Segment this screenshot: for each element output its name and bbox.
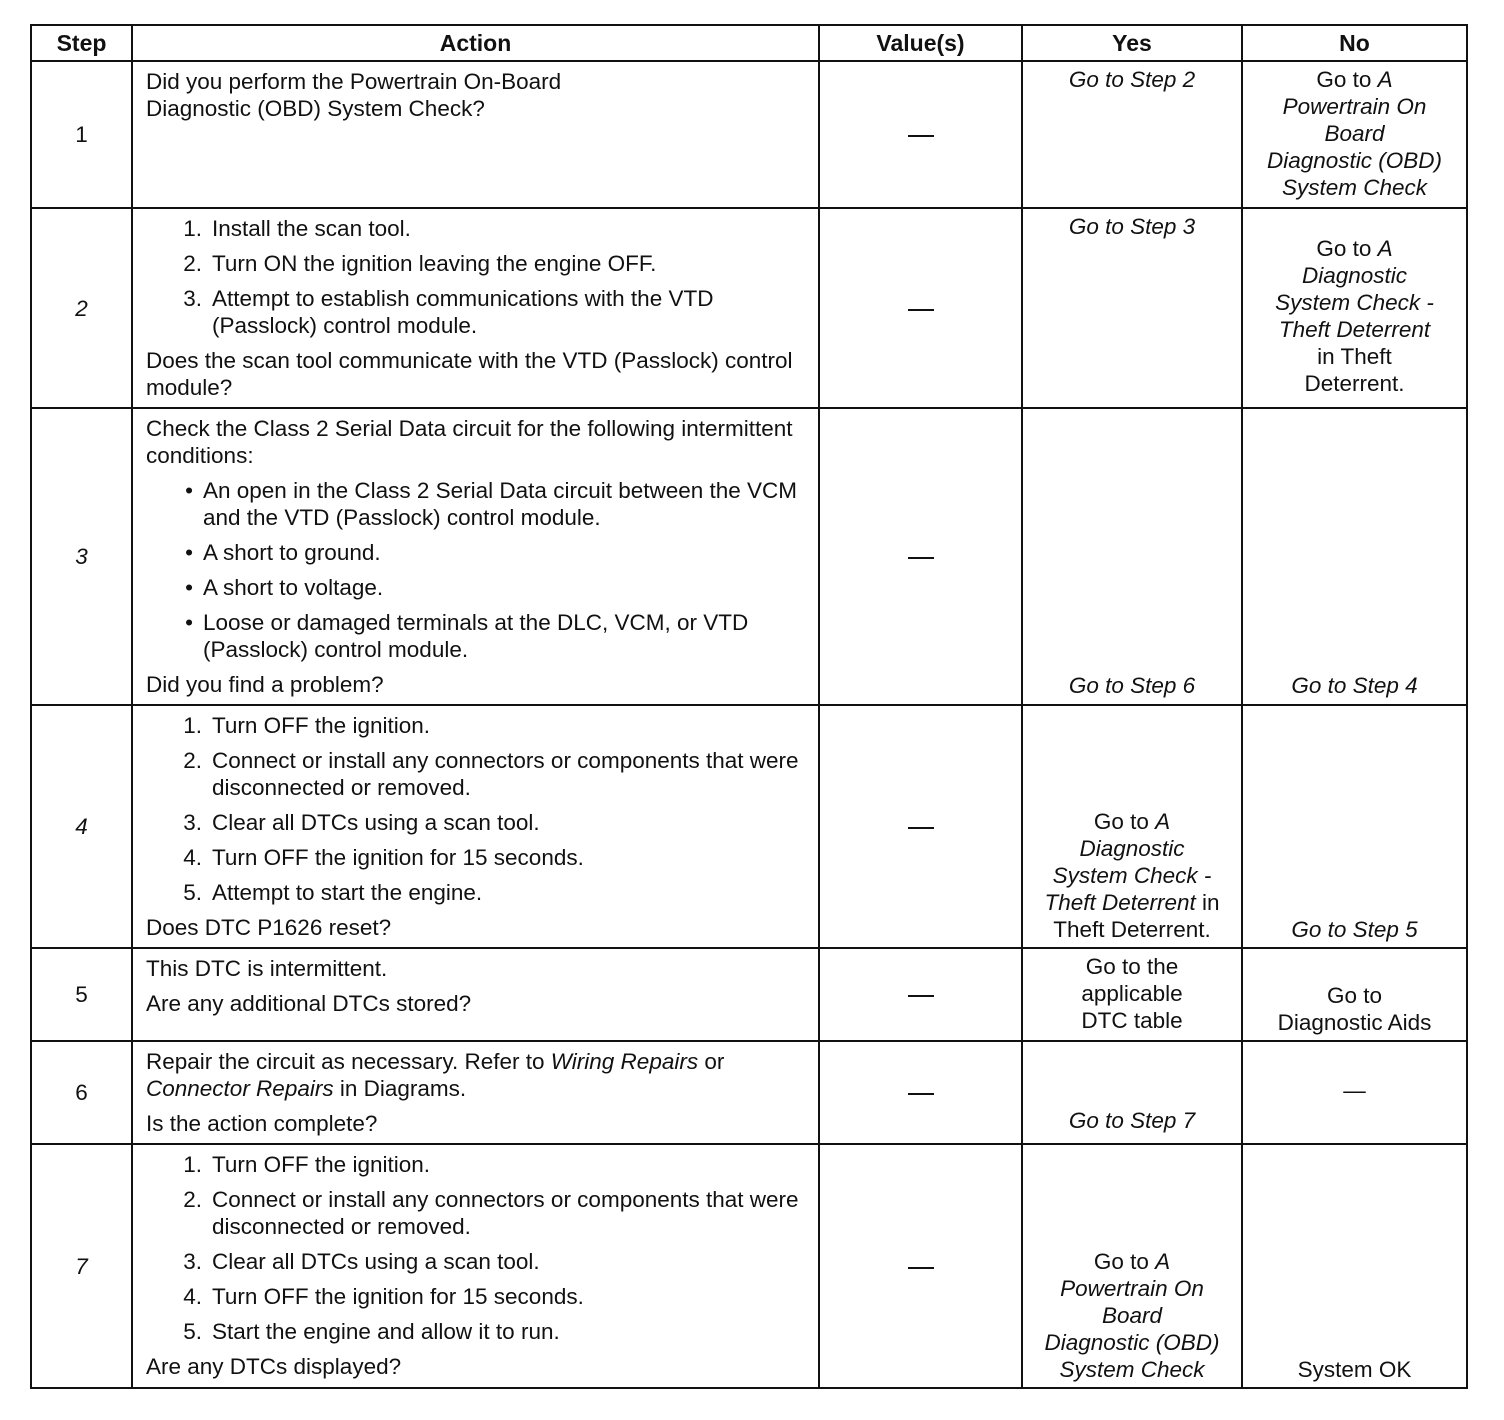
value-cell (819, 61, 1022, 208)
yes-link[interactable]: Go to the applicable DTC table (1081, 954, 1183, 1033)
yes-cell (1022, 408, 1242, 705)
yes-cell (1022, 705, 1242, 948)
step-number: 6 (31, 1041, 132, 1144)
header-values: Value(s) (819, 25, 1022, 61)
no-dash: — (1343, 1077, 1366, 1103)
list-item: 5. Attempt to start the engine. (183, 880, 483, 905)
table-row (31, 61, 1467, 208)
yes-link[interactable]: Go to Step 2 (1068, 67, 1196, 92)
no-link[interactable]: Go to Diagnostic Aids (1277, 983, 1432, 1035)
question-text: Does the scan tool communicate with the VTD (Passlock) control module? (146, 348, 793, 400)
yes-link[interactable]: Go to Step 7 (1068, 1108, 1196, 1133)
no-cell (1242, 408, 1467, 705)
no-result: System OK (1297, 1357, 1412, 1382)
list-item: 2. Connect or install any connectors or components that were disconnected or removed. (183, 1187, 799, 1239)
question-text: Are any additional DTCs stored? (146, 991, 472, 1016)
no-link[interactable]: Go to Step 4 (1291, 673, 1418, 698)
header-no: No (1242, 25, 1467, 61)
list-item: 4. Turn OFF the ignition for 15 seconds. (183, 845, 584, 870)
list-item: 1. Turn OFF the ignition. (183, 713, 431, 738)
step-number: 7 (31, 1144, 132, 1388)
action-cell (132, 1041, 819, 1144)
yes-cell (1022, 1041, 1242, 1144)
question-text: Did you find a problem? (146, 672, 384, 697)
no-link[interactable] (1245, 66, 1464, 201)
action-line: Did you perform the Powertrain On-Board (146, 69, 562, 94)
list-item: 1. Turn OFF the ignition. (183, 1152, 431, 1177)
value-cell (819, 1041, 1022, 1144)
action-cell (132, 61, 819, 208)
value-cell (819, 948, 1022, 1041)
no-line: System Check (1281, 175, 1428, 200)
action-cell (132, 1144, 819, 1388)
no-line: Powertrain On (1282, 94, 1427, 119)
no-text-italic: A (1377, 67, 1393, 92)
intro-text: Check the Class 2 Serial Data circuit for the following intermittent conditions: (146, 416, 793, 468)
table-row (31, 1144, 1467, 1388)
table-row (31, 948, 1467, 1041)
yes-link[interactable]: Go to A Powertrain On Board Diagnostic (OBD) System Check (1044, 1249, 1220, 1382)
list-item: 2. Connect or install any connectors or components that were disconnected or removed. (183, 748, 799, 800)
step-number: 5 (31, 948, 132, 1041)
action-text: Repair the circuit as necessary. Refer to Wiring Repairs or Connector Repairs in Diagrams. (146, 1049, 725, 1101)
action-line: This DTC is intermittent. (146, 956, 388, 981)
no-cell (1242, 948, 1467, 1041)
header-step: Step (31, 25, 132, 61)
list-item: 3. Clear all DTCs using a scan tool. (183, 1249, 540, 1274)
question-text: Is the action complete? (146, 1111, 378, 1136)
dash-mark (908, 1267, 934, 1269)
no-cell (1242, 1144, 1467, 1388)
value-cell (819, 1144, 1022, 1388)
action-cell (132, 705, 819, 948)
bullet-item: • A short to ground. (185, 540, 381, 565)
yes-link[interactable]: Go to A Diagnostic System Check - Theft Deterrent in Theft Deterrent. (1044, 809, 1220, 942)
dash-mark (908, 309, 934, 311)
dash-mark (908, 1093, 934, 1095)
yes-cell (1022, 208, 1242, 408)
table-row (31, 705, 1467, 948)
step-number: 1 (31, 61, 132, 208)
dash-mark (908, 557, 934, 559)
no-cell (1242, 1041, 1467, 1144)
table-row (31, 208, 1467, 408)
list-item: 5. Start the engine and allow it to run. (183, 1319, 560, 1344)
bullet-item: • Loose or damaged terminals at the DLC, VCM, or VTD (Passlock) control module. (185, 610, 749, 662)
no-link[interactable]: Go to A Diagnostic System Check - Theft Deterrent in Theft Deterrent. (1275, 236, 1434, 396)
step-number: 3 (31, 408, 132, 705)
question-text: Are any DTCs displayed? (146, 1354, 402, 1379)
action-cell (132, 948, 819, 1041)
no-cell (1242, 705, 1467, 948)
value-cell (819, 408, 1022, 705)
no-line: Board (1324, 121, 1385, 146)
value-cell (819, 208, 1022, 408)
header-row (31, 25, 1467, 61)
dash-mark (908, 995, 934, 997)
diagnostic-table (30, 24, 1468, 1389)
header-yes: Yes (1022, 25, 1242, 61)
yes-cell (1022, 61, 1242, 208)
list-item: 3. Clear all DTCs using a scan tool. (183, 810, 540, 835)
list-item: 2. Turn ON the ignition leaving the engine OFF. (183, 251, 657, 276)
yes-link[interactable]: Go to Step 6 (1068, 673, 1196, 698)
header-action: Action (132, 25, 819, 61)
question-text: Does DTC P1626 reset? (146, 915, 392, 940)
dash-mark (908, 135, 934, 137)
action-text (146, 68, 810, 122)
bullet-item: • A short to voltage. (185, 575, 384, 600)
action-line: Diagnostic (OBD) System Check? (146, 96, 485, 121)
list-item: 4. Turn OFF the ignition for 15 seconds. (183, 1284, 584, 1309)
action-cell (132, 208, 819, 408)
step-number: 2 (31, 208, 132, 408)
list-item: 3. Attempt to establish communications with the VTD (Passlock) control module. (183, 286, 714, 338)
yes-cell (1022, 948, 1242, 1041)
connector-repairs-link[interactable]: Connector Repairs (146, 1076, 334, 1101)
no-text: Go to (1316, 67, 1378, 92)
yes-link[interactable]: Go to Step 3 (1068, 214, 1196, 239)
no-cell (1242, 208, 1467, 408)
value-cell (819, 705, 1022, 948)
bullet-item: • An open in the Class 2 Serial Data circuit between the VCM and the VTD (Passlock) control module. (185, 478, 798, 530)
wiring-repairs-link[interactable]: Wiring Repairs (550, 1049, 699, 1074)
list-item: 1. Install the scan tool. (183, 216, 411, 241)
no-cell (1242, 61, 1467, 208)
action-cell (132, 408, 819, 705)
table-row (31, 408, 1467, 705)
yes-cell (1022, 1144, 1242, 1388)
table-row (31, 1041, 1467, 1144)
no-link[interactable]: Go to Step 5 (1291, 917, 1418, 942)
no-line: Diagnostic (OBD) (1266, 148, 1443, 173)
step-number: 4 (31, 705, 132, 948)
dash-mark (908, 827, 934, 829)
